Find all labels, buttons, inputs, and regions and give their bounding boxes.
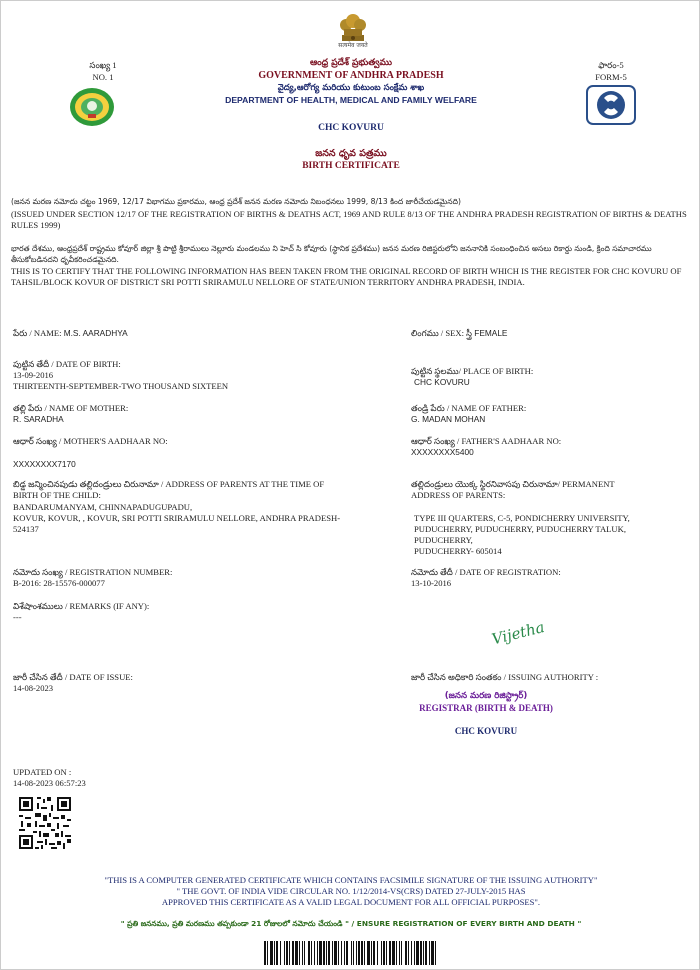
sex-value: స్త్రీ FEMALE [466, 328, 508, 338]
left-number-en: NO. 1 [92, 72, 114, 82]
sex-field [411, 328, 691, 339]
address-line: PUDUCHERRY- 605014 [414, 546, 502, 556]
address-at-birth-label [13, 479, 398, 501]
registrar-title-te: (జనన మరణ రిజిస్ట్రార్) [444, 691, 528, 701]
permanent-address-label [411, 479, 696, 501]
government-title: GOVERNMENT OF ANDHRA PRADESH [258, 70, 444, 81]
address-line: TYPE III QUARTERS, C-5, PONDICHERRY UNIVERSITY, [414, 513, 630, 523]
certify-statement-te: భారత దేశము, ఆంధ్రప్రదేశ్ రాష్ట్రము కోవూర్ జిల్లా శ్రీ పొట్టి శ్రీరాములు నెల్లూరు మండలము ని హెచ్ సి కోవూరు (స్థానిక ప్రదేశము) జనన మరణ రిజిస్టరులోని జననానికి సంబంధించిన అసలు రికార్డు నుండి, క్రింది సమాచారము తీసుకోబడినదని ధృవీకరించడమైనది. [11, 244, 652, 264]
registrar-title: REGISTRAR (BIRTH & DEATH) [419, 703, 553, 713]
left-number-te: సంఖ్య 1 [89, 60, 117, 70]
certify-statement: THIS IS TO CERTIFY THAT THE FOLLOWING INFORMATION HAS BEEN TAKEN FROM THE ORIGINAL RECORD OF BIRTH WHICH IS THE REGISTER FOR CHC KOVURU OF TAHSIL/BLOCK KOVUR OF DISTRICT SRI POTTI SRIRAMULU NELLORE OF STATE/UNION TERRITORY ANDHRA PRADESH, INDIA. [11, 266, 682, 287]
address-line: BANDARUMANYAM, CHINNAPADUGUPADU, [13, 502, 193, 512]
legal-document-note: APPROVED THIS CERTIFICATE AS A VALID LEGAL DOCUMENT FOR ALL OFFICIAL PURPOSES". [161, 897, 541, 907]
issuing-authority-label: జారీ చేసిన అధికారి సంతకం / ISSUING AUTHORITY : [411, 672, 599, 682]
issue-date-value: 14-08-2023 [13, 683, 54, 693]
address-at-birth-label-line: బిడ్డ జన్మించినపుడు తల్లిదండ్రులు చిరునామా / ADDRESS OF PARENTS AT THE TIME OF [13, 479, 325, 489]
registration-date-label: నమోదు తేదీ / DATE OF REGISTRATION: [411, 567, 561, 577]
updated-on-value: 14-08-2023 06:57:23 [13, 778, 86, 788]
registration-number-value: B-2016: 28-15576-000077 [13, 578, 105, 588]
mother-aadhaar-value: XXXXXXXX7170 [13, 459, 76, 469]
address-at-birth-label-line: BIRTH OF THE CHILD: [13, 490, 101, 500]
andhra-pradesh-logo-icon [67, 86, 117, 128]
department-title-te: వైద్య,ఆరోగ్య మరియు కుటుంబ సంక్షేమ శాఖ [277, 83, 425, 93]
mother-value: R. SARADHA [13, 414, 64, 424]
certificate-title-te: జనన ధృవ పత్రము [315, 148, 387, 159]
updated-on-label: UPDATED ON : [13, 767, 72, 777]
pob-label: పుట్టిన స్థలము/ PLACE OF BIRTH: [411, 366, 534, 376]
crs-logo-icon [586, 85, 636, 125]
name-label: పేరు / NAME: [13, 328, 62, 338]
father-aadhaar-value: XXXXXXXX5400 [411, 447, 474, 457]
father-value: G. MADAN MOHAN [411, 414, 486, 424]
form-number-en: FORM-5 [595, 72, 627, 82]
department-title: DEPARTMENT OF HEALTH, MEDICAL AND FAMILY WELFARE [225, 95, 477, 105]
permanent-address-label-line: ADDRESS OF PARENTS: [411, 490, 506, 500]
mother-label: తల్లి పేరు / NAME OF MOTHER: [13, 403, 129, 413]
computer-generated-note: "THIS IS A COMPUTER GENERATED CERTIFICATE WHICH CONTAINS FACSIMILE SIGNATURE OF THE ISSUING AUTHORITY" [104, 875, 598, 885]
barcode-icon [264, 941, 438, 965]
address-at-birth-value [13, 502, 398, 535]
registration-number-label: నమోదు సంఖ్య / REGISTRATION NUMBER: [13, 567, 173, 577]
name-field [13, 328, 393, 339]
registrar-office: CHC KOVURU [454, 726, 518, 736]
pob-value: CHC KOVURU [414, 377, 470, 387]
father-label: తండ్రి పేరు / NAME OF FATHER: [411, 403, 527, 413]
remarks-label: విశేషాంశములు / REMARKS (IF ANY): [13, 601, 150, 611]
mother-aadhaar-label: ఆధార్ సంఖ్య / MOTHER'S AADHAAR NO: [13, 436, 168, 446]
issued-under-te: (జనన మరణ నమోదు చట్టం 1969, 12/17 విభాగము ప్రకారము, ఆంధ్ర ప్రదేశ్ జనన మరణ నమోదు నిబంధనలు 1999, 8/13 కింద జారీచేయడమైనది) [11, 197, 461, 206]
issued-under: (ISSUED UNDER SECTION 12/17 OF THE REGISTRATION OF BIRTHS & DEATHS ACT, 1969 AND RULE 8/13 OF THE ANDHRA PRADESH REGISTRATION OF BIRTHS & DEATHS RULES 1999) [11, 209, 687, 230]
dob-words: THIRTEENTH-SEPTEMBER-TWO THOUSAND SIXTEEN [13, 381, 229, 391]
registration-date-value: 13-10-2016 [411, 578, 452, 588]
remarks-value: --- [13, 612, 22, 622]
address-line: PUDUCHERRY, [414, 535, 473, 545]
dob-value: 13-09-2016 [13, 370, 54, 380]
certificate-title: BIRTH CERTIFICATE [302, 161, 400, 171]
govt-circular-note: " THE GOVT. OF INDIA VIDE CIRCULAR NO. 1/12/2014-VS(CRS) DATED 27-JULY-2015 HAS [176, 886, 526, 896]
sex-label: లింగము / SEX: [411, 328, 464, 338]
authority-signature: Vijetha [490, 617, 547, 649]
government-title-te: ఆంధ్ర ప్రదేశ్ ప్రభుత్వము [309, 58, 393, 68]
emblem-motto: सत्यमेव जयते [338, 42, 368, 49]
permanent-address-label-line: తల్లిదండ్రులు యొక్క స్థిరనివాసపు చిరునామా/ PERMANENT [411, 479, 615, 489]
registration-slogan: " ప్రతి జననము, ప్రతి మరణము తప్పకుండా 21 రోజులలో నమోదు చేయండి " / ENSURE REGISTRATION OF EVERY BIRTH AND DEATH " [120, 919, 582, 928]
form-number-te: ఫారం-5 [598, 60, 624, 70]
office-name: CHC KOVURU [318, 123, 384, 133]
address-line: PUDUCHERRY, PUDUCHERRY, PUDUCHERRY TALUK, [414, 524, 626, 534]
issue-date-label: జారీ చేసిన తేదీ / DATE OF ISSUE: [13, 672, 133, 682]
name-value: M.S. AARADHYA [63, 328, 128, 338]
address-line: KOVUR, KOVUR, , KOVUR, SRI POTTI SRIRAMULU NELLORE, ANDHRA PRADESH- [13, 513, 341, 523]
dob-label: పుట్టిన తేదీ / DATE OF BIRTH: [13, 359, 121, 369]
address-line: 524137 [13, 524, 39, 534]
father-aadhaar-label: ఆధార్ సంఖ్య / FATHER'S AADHAAR NO: [411, 436, 562, 446]
permanent-address-value [414, 513, 699, 557]
qr-code-icon [17, 795, 73, 851]
